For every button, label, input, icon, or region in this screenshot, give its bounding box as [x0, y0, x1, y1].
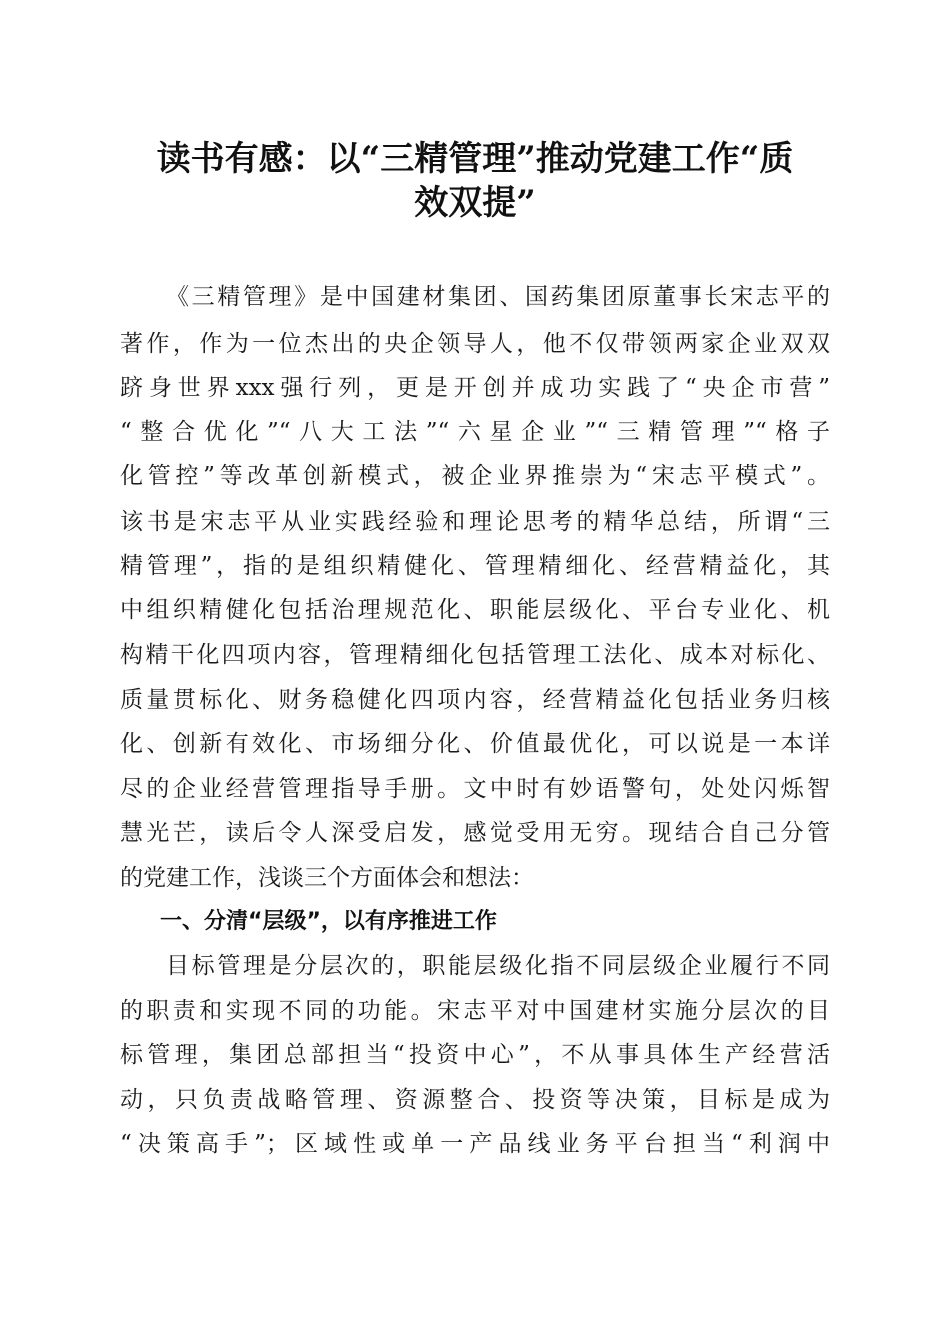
paragraph-1-line: 跻身世界xxx强行列，更是开创并成功实践了“央企市营”	[120, 375, 830, 401]
paragraph-2-line: 标管理，集团总部担当“投资中心”，不从事具体生产经营活	[120, 1042, 830, 1068]
document-title-line-2: 效双提”	[414, 183, 536, 223]
paragraph-2-line: 目标管理是分层次的，职能层级化指不同层级企业履行不同	[166, 953, 830, 979]
paragraph-1-line: 慧光芒，读后令人深受启发，感觉受用无穷。现结合自己分管	[120, 820, 830, 846]
paragraph-1-line: 构精干化四项内容，管理精细化包括管理工法化、成本对标化、	[120, 642, 830, 668]
paragraph-1-line: 质量贯标化、财务稳健化四项内容，经营精益化包括业务归核	[120, 687, 830, 713]
paragraph-1-line: 的党建工作，浅谈三个方面体会和想法：	[120, 865, 534, 891]
paragraph-2-line: 的职责和实现不同的功能。宋志平对中国建材实施分层次的目	[120, 998, 830, 1024]
paragraph-1-line: “整合优化”“八大工法”“六星企业”“三精管理”“格子	[120, 419, 830, 445]
paragraph-1-line: 《三精管理》是中国建材集团、国药集团原董事长宋志平的	[166, 284, 830, 310]
paragraph-2-line: “决策高手”；区域性或单一产品线业务平台担当“利润中	[120, 1131, 830, 1157]
paragraph-1-line: 化、创新有效化、市场细分化、价值最优化，可以说是一本详	[120, 731, 830, 757]
paragraph-2-line: 动，只负责战略管理、资源整合、投资等决策，目标是成为	[120, 1087, 830, 1113]
paragraph-1-line: 中组织精健化包括治理规范化、职能层级化、平台专业化、机	[120, 597, 830, 623]
section-1-heading: 一、分清“层级”，以有序推进工作	[160, 909, 497, 934]
paragraph-1-line: 精管理”，指的是组织精健化、管理精细化、经营精益化，其	[120, 553, 830, 579]
paragraph-1-line: 化管控”等改革创新模式，被企业界推崇为“宋志平模式”。	[120, 463, 830, 489]
paragraph-1-line: 尽的企业经营管理指导手册。文中时有妙语警句，处处闪烁智	[120, 776, 830, 802]
paragraph-1-line: 著作，作为一位杰出的央企领导人，他不仅带领两家企业双双	[120, 331, 830, 357]
paragraph-1-line: 该书是宋志平从业实践经验和理论思考的精华总结，所谓“三	[120, 509, 830, 535]
document-title-line-1: 读书有感：以“三精管理”推动党建工作“质	[156, 139, 794, 179]
